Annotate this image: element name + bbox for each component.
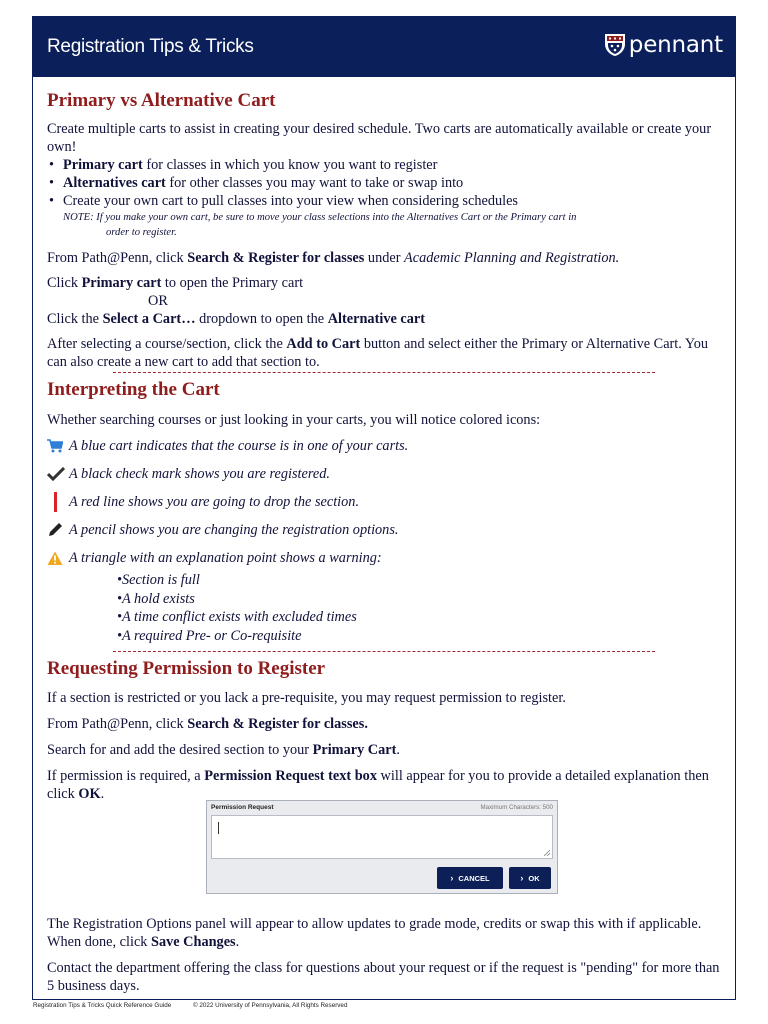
warning-triangle-icon [47, 551, 69, 566]
resize-handle-icon[interactable] [544, 850, 550, 856]
text-caret [218, 822, 219, 834]
icon-legend-row [47, 547, 723, 569]
list-item: • Alternatives cart for other classes you may want to take or swap into [47, 174, 723, 192]
page-title: Registration Tips & Tricks [47, 36, 254, 57]
brand-name: pennant [628, 32, 723, 58]
permission-intro: If a section is restricted or you lack a pre-requisite, you may request permission to register. [47, 690, 566, 706]
list-item: •A required Pre- or Co-requisite [117, 627, 302, 644]
section-heading-permission: Requesting Permission to Register [47, 658, 326, 679]
legend-text: A triangle with an explanation point shows a warning: [69, 549, 382, 566]
permission-from-path: From Path@Penn, click Search & Register for classes. [47, 716, 368, 732]
carts-intro: Create multiple carts to assist in creating your desired schedule. Two carts are automatically available or create your own! [47, 121, 712, 155]
permission-request-dialog [206, 800, 558, 894]
icon-legend-row [47, 519, 723, 541]
legend-text: A pencil shows you are changing the registration options. [69, 521, 399, 538]
section-heading-interpreting: Interpreting the Cart [47, 379, 220, 400]
ok-button[interactable]: › OK [509, 867, 551, 889]
note-text: NOTE: If you make your own cart, be sure to move your class selections into the Alternatives Cart or the Primary cart in [63, 212, 577, 223]
from-path-text: From Path@Penn, click Search & Register for classes under Academic Planning and Registration. [47, 250, 620, 266]
icon-legend-row [47, 435, 723, 457]
brand-logo [604, 32, 723, 58]
checkmark-icon [47, 467, 69, 481]
legend-text: A blue cart indicates that the course is in one of your carts. [69, 437, 409, 454]
list-item: • Primary cart for classes in which you know you want to register [47, 156, 723, 174]
max-characters-label: Maximum Characters: 500 [480, 803, 553, 811]
page-header [33, 17, 735, 77]
list-item: •A hold exists [117, 590, 195, 607]
warning-list [47, 571, 723, 645]
cancel-button[interactable]: › CANCEL [437, 867, 503, 889]
permission-textarea[interactable] [211, 815, 553, 859]
cart-bullets [47, 156, 723, 210]
icon-legend-row [47, 491, 723, 513]
or-text: OR [148, 293, 168, 309]
legend-text: A black check mark shows you are registered. [69, 465, 330, 482]
list-item: • Create your own cart to pull classes into your view when considering schedules [47, 192, 723, 210]
dialog-title: Permission Request [211, 803, 274, 811]
permission-required: If permission is required, a Permission Request text box will appear for you to provide a detailed explanation then click OK. [47, 768, 709, 802]
interpreting-intro: Whether searching courses or just looking in your carts, you will notice colored icons: [47, 412, 541, 428]
section-divider [113, 372, 655, 373]
dialog-header [207, 801, 557, 813]
pencil-icon [47, 522, 69, 538]
chevron-right-icon: › [450, 873, 454, 883]
penn-shield-icon [604, 33, 626, 57]
click-select-text: Click the Select a Cart… dropdown to open the Alternative cart [47, 311, 425, 327]
cart-icon [47, 439, 69, 453]
red-line-icon [47, 492, 69, 512]
section-heading-carts: Primary vs Alternative Cart [47, 90, 276, 111]
section-divider [113, 651, 655, 652]
click-primary-text: Click Primary cart to open the Primary cart [47, 275, 304, 291]
chevron-right-icon: › [520, 873, 524, 883]
list-item: •Section is full [117, 572, 200, 588]
list-item: •A time conflict exists with excluded times [117, 609, 357, 625]
legend-text: A red line shows you are going to drop the section. [69, 493, 360, 510]
note-text-cont: order to register. [106, 227, 177, 238]
footer-copyright: © 2022 University of Pennsylvania, All Rights Reserved [193, 1002, 348, 1009]
permission-search: Search for and add the desired section to your Primary Cart. [47, 742, 400, 758]
after-selecting-text: After selecting a course/section, click the Add to Cart button and select either the Primary or Alternative Cart. You can also create a new cart to add that section to. [47, 336, 709, 370]
icon-legend-row [47, 463, 723, 485]
page-footer [33, 1002, 367, 1009]
contact-text: Contact the department offering the class for questions about your request or if the request is "pending" for more than 5 business days. [47, 960, 720, 994]
registration-options-text: The Registration Options panel will appear to allow updates to grade mode, credits or swap this with if applicable. When done, click Save Changes. [47, 916, 702, 950]
footer-guide-title: Registration Tips & Tricks Quick Reference Guide [33, 1002, 172, 1009]
